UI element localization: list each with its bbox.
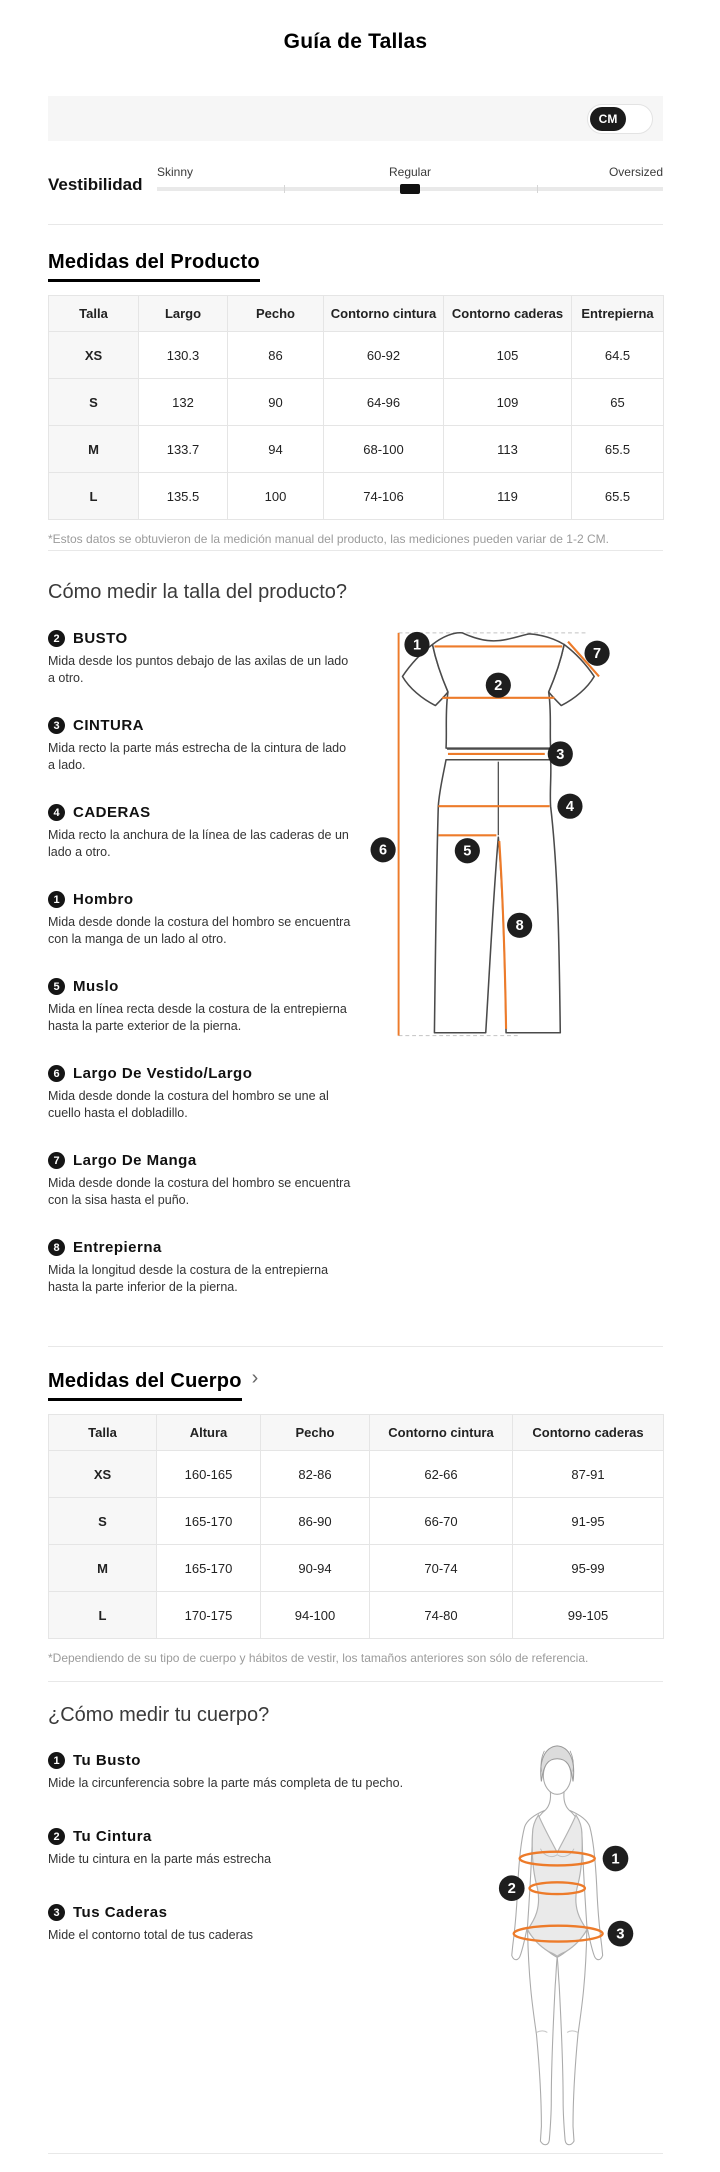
column-header: Contorno caderas [444, 296, 572, 332]
measure-item-title: Largo De Manga [73, 1152, 197, 1169]
measure-point-6 [371, 837, 396, 862]
body-point-1 [603, 1846, 629, 1872]
measure-number-badge: 3 [48, 1904, 65, 1921]
svg-text:4: 4 [565, 799, 575, 816]
measure-item-title: Tu Cintura [73, 1828, 152, 1845]
measure-number-badge: 5 [48, 978, 65, 995]
svg-text:3: 3 [556, 746, 565, 763]
body-diagram [485, 1738, 663, 2153]
measure-item-description: Mida la longitud desde la costura de la entrepierna hasta la parte inferior de la pierna. [48, 1263, 329, 1294]
size-cell: L [49, 473, 139, 520]
column-header: Altura [157, 1415, 261, 1451]
measure-item-description: Mida desde donde la costura del hombro se encuentra con la manga de un lado al otro. [48, 915, 351, 946]
column-header: Talla [49, 1415, 157, 1451]
size-cell: S [49, 1498, 157, 1545]
value-cell: 86-90 [261, 1498, 370, 1545]
value-cell: 133.7 [139, 426, 228, 473]
garment-diagram [353, 630, 663, 1056]
unit-toggle[interactable] [587, 104, 653, 134]
value-cell: 74-80 [370, 1592, 513, 1639]
measure-item-description: Mida recto la parte más estrecha de la cintura de lado a lado. [48, 741, 347, 772]
value-cell: 90-94 [261, 1545, 370, 1592]
measure-item-title: CADERAS [73, 804, 151, 821]
column-header: Contorno caderas [513, 1415, 664, 1451]
measure-item [48, 978, 353, 1035]
measure-point-1 [404, 632, 429, 657]
value-cell: 65.5 [572, 426, 664, 473]
body-measurements-table [48, 1414, 664, 1639]
value-cell: 68-100 [324, 426, 444, 473]
column-header: Largo [139, 296, 228, 332]
fit-option-regular: Regular [388, 165, 432, 179]
how-measure-body-section [48, 1704, 663, 2153]
value-cell: 119 [444, 473, 572, 520]
body-point-2 [499, 1875, 525, 1901]
section-divider [48, 2153, 663, 2154]
how-measure-body-title: ¿Cómo medir tu cuerpo? [48, 1704, 270, 1726]
unit-cm-pill[interactable]: CM [590, 107, 626, 131]
measure-item [48, 1065, 353, 1122]
svg-text:2: 2 [494, 678, 503, 695]
fit-option-oversized: Oversized [608, 165, 663, 179]
table-row [49, 1592, 664, 1639]
table-row [49, 473, 664, 520]
measure-item-title: Entrepierna [73, 1239, 162, 1256]
svg-text:6: 6 [379, 842, 388, 859]
fit-slider-labels [157, 165, 663, 179]
table-row [49, 1498, 664, 1545]
table-row [49, 426, 664, 473]
measure-item-title: Muslo [73, 978, 119, 995]
measure-item-description: Mida desde donde la costura del hombro se encuentra con la sisa hasta el puño. [48, 1176, 351, 1207]
table-row [49, 332, 664, 379]
measure-number-badge: 2 [48, 630, 65, 647]
measure-item [48, 1239, 353, 1296]
value-cell: 160-165 [157, 1451, 261, 1498]
column-header: Contorno cintura [370, 1415, 513, 1451]
size-cell: M [49, 1545, 157, 1592]
value-cell: 64.5 [572, 332, 664, 379]
measure-item [48, 1828, 438, 1868]
measure-item [48, 1752, 438, 1792]
size-cell: L [49, 1592, 157, 1639]
measure-item-description: Mida desde los puntos debajo de las axilas de un lado a otro. [48, 654, 349, 685]
measure-item-description: Mida en línea recta desde la costura de la entrepierna hasta la parte exterior de la pierna. [48, 1002, 347, 1033]
value-cell: 64-96 [324, 379, 444, 426]
value-cell: 170-175 [157, 1592, 261, 1639]
svg-text:3: 3 [616, 1926, 625, 1943]
body-measures-section [48, 1367, 663, 1665]
measure-number-badge: 8 [48, 1239, 65, 1256]
measure-item-title: CINTURA [73, 717, 144, 734]
value-cell: 100 [228, 473, 324, 520]
fit-slider-track[interactable] [157, 187, 663, 191]
measure-item-list [48, 630, 353, 1326]
measure-item-title: Largo De Vestido/Largo [73, 1065, 253, 1082]
svg-text:2: 2 [507, 1881, 516, 1898]
measure-point-4 [557, 794, 582, 819]
value-cell: 94-100 [261, 1592, 370, 1639]
measure-item-description: Mide la circunferencia sobre la parte más completa de tu pecho. [48, 1776, 404, 1790]
chevron-right-icon: › [251, 1367, 259, 1389]
page-title: Guía de Tallas [283, 30, 428, 53]
product-measures-section [48, 251, 663, 546]
value-cell: 165-170 [157, 1498, 261, 1545]
value-cell: 109 [444, 379, 572, 426]
measure-point-7 [584, 641, 609, 666]
fit-slider-marker[interactable] [400, 184, 420, 194]
table-row [49, 1451, 664, 1498]
slider-tick [284, 185, 285, 193]
measure-item-title: Tu Busto [73, 1752, 141, 1769]
value-cell: 65 [572, 379, 664, 426]
measure-point-5 [455, 838, 480, 863]
body-point-3 [608, 1921, 634, 1947]
product-note: *Estos datos se obtuvieron de la medición manual del producto, las mediciones pueden variar de 1-2 CM. [48, 532, 609, 546]
measure-number-badge: 4 [48, 804, 65, 821]
measure-item [48, 717, 353, 774]
column-header: Pecho [261, 1415, 370, 1451]
value-cell: 90 [228, 379, 324, 426]
measure-item-description: Mide el contorno total de tus caderas [48, 1928, 253, 1942]
measure-item [48, 1904, 438, 1944]
measure-item [48, 630, 353, 687]
table-row [49, 379, 664, 426]
measure-number-badge: 6 [48, 1065, 65, 1082]
product-measures-title: Medidas del Producto [48, 251, 260, 282]
value-cell: 135.5 [139, 473, 228, 520]
value-cell: 94 [228, 426, 324, 473]
fit-row [48, 165, 663, 194]
size-cell: XS [49, 1451, 157, 1498]
measure-number-badge: 2 [48, 1828, 65, 1845]
value-cell: 113 [444, 426, 572, 473]
value-cell: 130.3 [139, 332, 228, 379]
value-cell: 74-106 [324, 473, 444, 520]
size-cell: S [49, 379, 139, 426]
measure-number-badge: 1 [48, 891, 65, 908]
measure-number-badge: 1 [48, 1752, 65, 1769]
product-measurements-table [48, 295, 664, 520]
value-cell: 165-170 [157, 1545, 261, 1592]
body-measures-title: Medidas del Cuerpo [48, 1370, 242, 1401]
measure-item-description: Mida desde donde la costura del hombro se une al cuello hasta el dobladillo. [48, 1089, 329, 1120]
table-row [49, 1545, 664, 1592]
value-cell: 105 [444, 332, 572, 379]
measure-point-8 [507, 913, 532, 938]
measure-item [48, 891, 353, 948]
measure-item-title: Hombro [73, 891, 134, 908]
column-header: Pecho [228, 296, 324, 332]
section-divider [48, 1346, 663, 1347]
fit-label: Vestibilidad [48, 175, 143, 194]
value-cell: 86 [228, 332, 324, 379]
value-cell: 99-105 [513, 1592, 664, 1639]
svg-text:1: 1 [412, 637, 422, 654]
slider-tick [537, 185, 538, 193]
value-cell: 65.5 [572, 473, 664, 520]
unit-toolbar [48, 96, 663, 141]
measure-number-badge: 7 [48, 1152, 65, 1169]
measure-point-3 [548, 741, 573, 766]
value-cell: 70-74 [370, 1545, 513, 1592]
body-note: *Dependiendo de su tipo de cuerpo y hábitos de vestir, los tamaños anteriores son sólo de referencia. [48, 1651, 589, 1665]
measure-item-description: Mida recto la anchura de la línea de las caderas de un lado a otro. [48, 828, 349, 859]
body-figure [512, 1746, 603, 2145]
measure-item-description: Mide tu cintura en la parte más estrecha [48, 1852, 272, 1866]
value-cell: 95-99 [513, 1545, 664, 1592]
value-cell: 66-70 [370, 1498, 513, 1545]
size-cell: XS [49, 332, 139, 379]
section-divider [48, 224, 663, 225]
value-cell: 132 [139, 379, 228, 426]
measure-item [48, 1152, 353, 1209]
how-measure-product-title: Cómo medir la talla del producto? [48, 581, 348, 603]
value-cell: 91-95 [513, 1498, 664, 1545]
svg-text:5: 5 [463, 843, 472, 860]
measure-item-title: BUSTO [73, 630, 128, 647]
how-measure-product-section [48, 581, 663, 1326]
measure-item [48, 804, 353, 861]
column-header: Contorno cintura [324, 296, 444, 332]
measure-point-2 [486, 673, 511, 698]
svg-text:8: 8 [515, 918, 524, 935]
value-cell: 87-91 [513, 1451, 664, 1498]
fit-slider [157, 165, 663, 191]
column-header: Talla [49, 296, 139, 332]
svg-text:7: 7 [593, 646, 602, 663]
value-cell: 82-86 [261, 1451, 370, 1498]
body-measure-item-list [48, 1752, 438, 2153]
section-divider [48, 1681, 663, 1682]
measure-item-title: Tus Caderas [73, 1904, 168, 1921]
body-measures-link[interactable] [48, 1367, 663, 1401]
value-cell: 62-66 [370, 1451, 513, 1498]
measure-number-badge: 3 [48, 717, 65, 734]
section-divider [48, 550, 663, 551]
fit-option-skinny: Skinny [157, 165, 194, 179]
size-cell: M [49, 426, 139, 473]
column-header: Entrepierna [572, 296, 664, 332]
value-cell: 60-92 [324, 332, 444, 379]
svg-text:1: 1 [611, 1851, 620, 1868]
